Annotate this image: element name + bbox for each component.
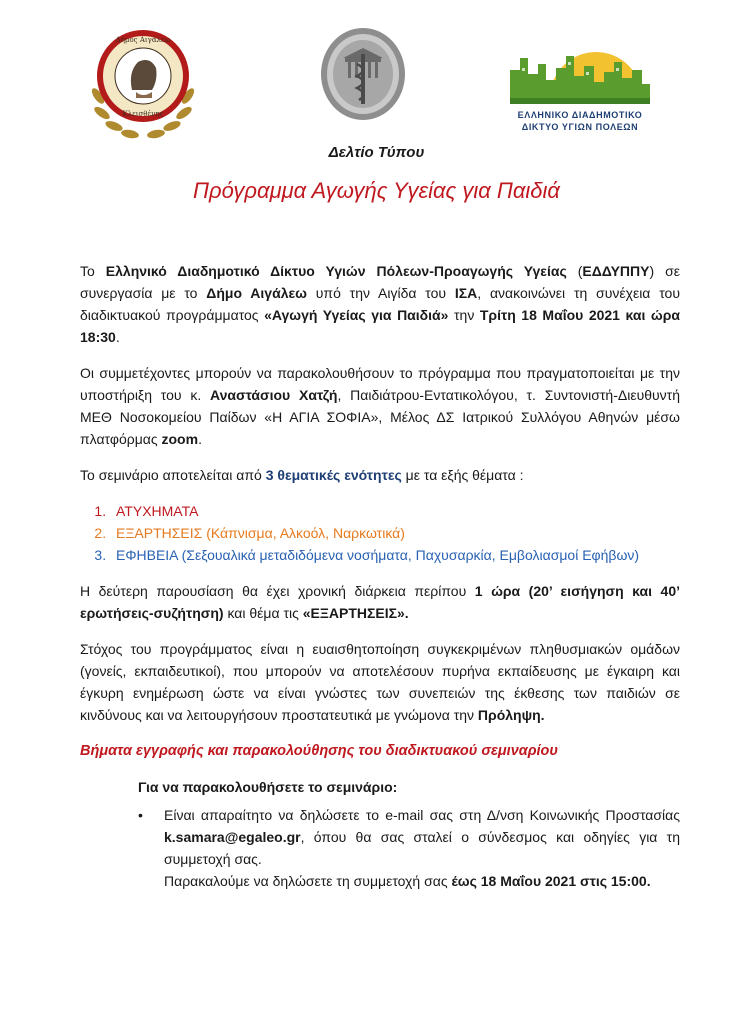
p3-text-c: με τα εξής θέματα :: [401, 467, 524, 483]
p1-acronym: ΕΔΔΥΠΠΥ: [582, 263, 650, 279]
speaker-paragraph: [80, 362, 680, 450]
p1-date-time: Τρίτη 18 Μαΐου 2021 και ώρα 18:30: [80, 307, 680, 345]
p1-municipality: Δήμο Αιγάλεω: [206, 285, 307, 301]
p1-text-g: υπό την Αιγίδα του: [306, 285, 455, 301]
contact-email-link[interactable]: k.samara@egaleo.gr: [164, 829, 301, 845]
p4-text-a: Η δεύτερη παρουσίαση θα έχει χρονική διάρκεια περίπου: [80, 583, 475, 599]
p1-text-c: (: [566, 263, 583, 279]
steps-heading: Για να παρακολουθήσετε το σεμινάριο:: [138, 779, 398, 795]
registration-bullet: [138, 804, 680, 892]
document-body: [80, 260, 680, 892]
aigaleo-logo-text-top: Δήμος Αιγάλεω: [115, 36, 171, 44]
p5-text-a: Στόχος του προγράμματος είναι η ευαισθητοποίηση συγκεκριμένων πληθυσμιακών ομάδων (γονείς, εκπαιδευτικοί), που μπορούν να αποτελέσουν πυρήνα εκπαίδευσης με έγκαιρη και έγκυρη ενημέρωση ώστε να είναι γνώστες των συνεπειών της έκθεσης των παιδιών σε κινδύνους και να λειτουργήσουν προστατευτικά με γνώμονα την: [80, 641, 680, 723]
p4-topic: «ΕΞΑΡΤΗΣΕΙΣ».: [302, 605, 409, 621]
p2-text-c: , Παιδιάτρου-Εντατικολόγου, τ. Συντονιστή-Διευθυντή ΜΕΘ Νοσοκομείου Παίδων «Η ΑΓΙΑ ΣΟΦΙΑ», Μέλος ΔΣ Ιατρικού Συλλόγου Αθηνών μέσω πλατφόρμας: [80, 387, 680, 447]
eddypp-logo: [510, 28, 650, 138]
p1-text-m: .: [115, 329, 120, 345]
topic-item: 3. ΕΦΗΒΕΙΑ (Σεξουαλικά μεταδιδόμενα νοσήματα, Παχυσαρκία, Εμβολιασμοί Εφήβων): [110, 544, 680, 566]
p3-text-a: Το σεμινάριο αποτελείται από: [80, 467, 266, 483]
press-release-label: Δελτίο Τύπου: [328, 144, 425, 161]
topic-item: 2. ΕΞΑΡΤΗΣΕΙΣ (Κάπνισμα, Αλκοόλ, Ναρκωτικά): [110, 522, 680, 544]
p1-text-i: , ανακοινώνει τη συνέχεια του διαδικτυακού προγράμματος: [80, 285, 680, 323]
p1-program-name: «Αγωγή Υγείας για Παιδιά»: [264, 307, 449, 323]
deadline-line: [164, 870, 680, 892]
p5-prevention: Πρόληψη.: [477, 707, 545, 723]
topic-item: 1. ΑΤΥΧΗΜΑΤΑ: [110, 500, 680, 522]
p2-speaker-name: Αναστάσιου Χατζή: [210, 387, 338, 403]
p1-network-name: Ελληνικό Διαδημοτικό Δίκτυο Υγιών Πόλεων-Προαγωγής Υγείας: [105, 263, 567, 279]
registration-steps-title: Βήματα εγγραφής και παρακολούθησης του διαδικτυακού σεμιναρίου: [80, 743, 558, 759]
goal-paragraph: [80, 638, 680, 726]
p1-text-a: Το: [80, 263, 106, 279]
registration-steps: [80, 776, 680, 892]
p4-duration: 1 ώρα (20’ εισήγηση και 40’ ερωτήσεις-συζήτηση): [80, 583, 680, 621]
document-title: Πρόγραμμα Αγωγής Υγείας για Παιδιά: [193, 178, 560, 203]
p3-sections-count: 3 θεματικές ενότητες: [265, 467, 402, 483]
sections-intro-paragraph: [80, 464, 680, 486]
aigaleo-municipality-logo: [88, 18, 198, 148]
aigaleo-logo-text-bottom: Κλεισθένης: [122, 110, 164, 118]
bullet-icon: •: [138, 807, 143, 823]
intro-paragraph: [80, 260, 680, 348]
deadline-date: έως 18 Μαΐου 2021 στις 15:00.: [451, 873, 651, 889]
p1-text-k: την: [448, 307, 480, 323]
topics-list: [80, 500, 680, 566]
p4-text-c: και θέμα τις: [223, 605, 303, 621]
p1-text-e: ) σε συνεργασία με το: [80, 263, 680, 301]
p2-text-a: Οι συμμετέχοντες μπορούν να παρακολουθήσουν το πρόγραμμα που πραγματοποιείται με την υποστήριξη του κ.: [80, 365, 680, 403]
deadline-text-a: Παρακαλούμε να δηλώσετε τη συμμετοχή σας: [164, 873, 452, 889]
p2-text-e: .: [198, 431, 202, 447]
bullet-text-c: , όπου θα σας σταλεί ο σύνδεσμος και οδηγίες για τη συμμετοχή σας.: [164, 829, 680, 867]
bullet-text-a: Είναι απαραίτητο να δηλώσετε το e-mail σας στη Δ/νση Κοινωνικής Προστασίας: [164, 807, 680, 823]
duration-paragraph: [80, 580, 680, 624]
eddypp-logo-line2: ΔΙΚΤΥΟ ΥΓΙΩΝ ΠΟΛΕΩΝ: [521, 122, 639, 132]
logos-bar: [0, 18, 753, 138]
isa-logo: [318, 24, 408, 124]
p2-platform: zoom: [161, 431, 199, 447]
p1-isa: ΙΣΑ: [454, 285, 478, 301]
eddypp-logo-line1: ΕΛΛΗΝΙΚΟ ΔΙΑΔΗΜΟΤΙΚΟ: [517, 110, 643, 120]
